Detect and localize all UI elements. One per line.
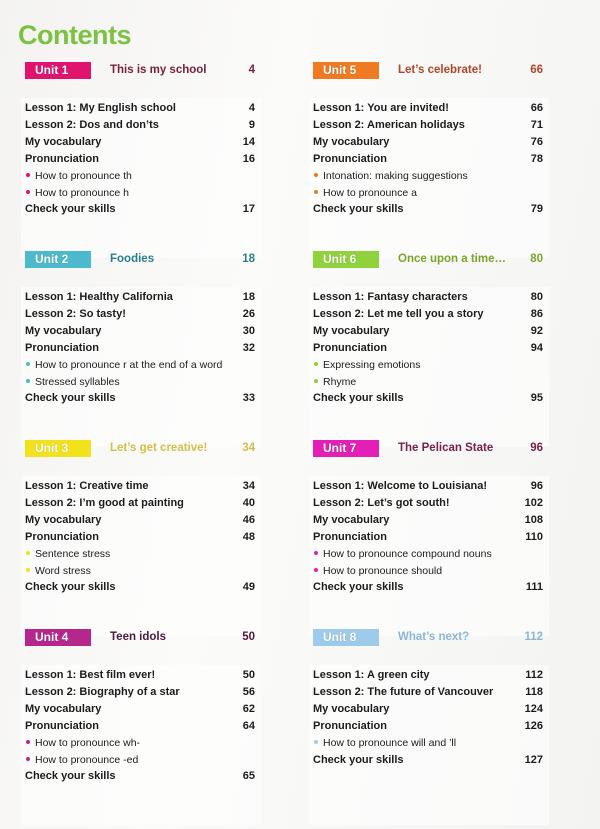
row-page-number: 30 [242,325,255,337]
row-label: Lesson 2: Biography of a star [25,686,180,698]
contents-row [313,117,543,134]
row-page-number: 65 [242,770,255,782]
contents-row [313,390,543,407]
row-label: My vocabulary [313,514,390,526]
row-page-number: 108 [524,514,543,526]
contents-row [25,684,255,701]
row-page-number: 48 [242,531,255,543]
row-page-number: 71 [530,119,543,131]
row-label: Lesson 2: I’m good at painting [25,497,184,509]
unit-page-number: 18 [242,253,255,265]
contents-row [25,512,255,529]
pronunciation-topic [25,752,255,769]
unit-title: The Pelican State [398,442,494,454]
unit-header [25,629,255,649]
contents-row [313,201,543,218]
row-page-number: 126 [524,720,543,732]
row-page-number: 94 [530,342,543,354]
unit-title: Once upon a time… [398,253,506,265]
pronunciation-topic [25,185,255,202]
contents-row [25,340,255,357]
row-page-number: 9 [248,119,255,131]
contents-row [313,495,543,512]
row-page-number: 124 [524,703,543,715]
unit-header [313,251,543,271]
contents-row [313,323,543,340]
pronunciation-topic [25,374,255,391]
bullet-icon [26,362,30,366]
unit-badge: Unit 2 [25,251,91,268]
contents-row [313,340,543,357]
unit-section [25,62,255,215]
unit-section [313,440,543,593]
topic-label: How to pronounce -ed [35,753,139,766]
topic-label: How to pronounce should [323,564,443,577]
row-label: Lesson 1: My English school [25,102,176,114]
unit-section [313,251,543,404]
row-page-number: 80 [530,291,543,303]
unit-rows [313,100,543,218]
row-label: Check your skills [313,753,404,766]
topic-label: How to pronounce th [35,170,132,182]
row-page-number: 79 [530,203,543,215]
row-page-number: 86 [530,308,543,320]
row-page-number: 50 [242,669,255,681]
row-page-number: 95 [530,392,543,404]
contents-row [313,684,543,701]
unit-header [313,62,543,82]
row-label: Pronunciation [25,153,99,165]
contents-row [313,478,543,495]
contents-row [25,478,255,495]
row-page-number: 92 [530,325,543,337]
topic-label: Expressing emotions [323,359,421,371]
row-label: My vocabulary [25,703,102,715]
row-label: Check your skills [25,581,116,593]
contents-row [313,752,543,769]
unit-section [313,62,543,215]
pronunciation-topic [313,374,543,391]
bullet-icon [314,568,318,572]
unit-badge: Unit 4 [25,629,91,646]
unit-rows [25,289,255,407]
row-label: My vocabulary [25,325,102,337]
contents-row [25,701,255,718]
row-label: Check your skills [313,581,404,593]
row-label: Lesson 1: Creative time [25,480,149,492]
bullet-icon [314,173,318,177]
unit-badge: Unit 5 [313,62,379,79]
row-page-number: 49 [242,581,255,593]
unit-title: Let’s get creative! [110,442,208,454]
row-page-number: 26 [242,308,255,320]
row-label: Pronunciation [25,720,99,732]
topic-label: Sentence stress [35,548,111,560]
topic-label: How to pronounce compound nouns [323,548,492,560]
row-label: Lesson 2: Let me tell you a story [313,308,484,320]
row-page-number: 96 [530,480,543,492]
row-label: Check your skills [25,203,116,215]
contents-row [25,579,255,596]
row-label: Lesson 1: You are invited! [313,102,449,114]
row-page-number: 46 [242,514,255,526]
contents-row [313,134,543,151]
unit-page-number: 50 [242,631,255,643]
topic-label: How to pronounce h [35,186,129,199]
contents-row [313,529,543,546]
bullet-icon [314,379,318,383]
topic-label: How to pronounce will and ’ll [323,737,457,749]
row-page-number: 14 [242,136,255,148]
bullet-icon [314,740,318,744]
contents-row [25,667,255,684]
unit-badge: Unit 6 [313,251,379,268]
unit-section [313,629,543,766]
row-page-number: 110 [525,531,543,543]
row-label: Lesson 1: A green city [313,669,430,681]
row-page-number: 56 [242,686,255,698]
contents-row [313,579,543,596]
topic-label: How to pronounce wh- [35,737,141,749]
unit-header [313,629,543,649]
contents-row [313,512,543,529]
bullet-icon [26,379,30,383]
unit-header [25,62,255,82]
unit-section [25,629,255,782]
row-label: Pronunciation [313,342,387,354]
row-label: Check your skills [25,770,116,782]
bullet-icon [26,740,30,744]
row-label: My vocabulary [313,136,390,148]
contents-row [25,768,255,785]
unit-header [313,440,543,460]
unit-page-number: 112 [524,631,543,643]
unit-badge: Unit 1 [25,62,91,79]
row-label: Lesson 2: So tasty! [25,308,126,320]
pronunciation-topic [25,546,255,563]
unit-header [25,440,255,460]
page-title: Contents [18,20,131,50]
bullet-icon [314,551,318,555]
unit-badge: Unit 7 [313,440,379,457]
row-page-number: 76 [530,136,543,148]
unit-rows [313,289,543,407]
row-label: Check your skills [313,203,404,215]
topic-label: Rhyme [323,375,357,388]
unit-title: Foodies [110,253,155,265]
contents-row [25,529,255,546]
row-label: My vocabulary [313,325,390,337]
row-label: Lesson 2: The future of Vancouver [313,686,494,698]
row-label: Lesson 2: Dos and don’ts [25,119,159,131]
contents-row [25,306,255,323]
row-page-number: 18 [242,291,255,303]
row-label: Lesson 2: Let’s got south! [313,497,450,509]
unit-page-number: 80 [530,253,543,265]
contents-row [313,100,543,117]
pronunciation-topic [313,546,543,563]
unit-rows [25,100,255,218]
row-page-number: 4 [248,102,255,114]
row-page-number: 111 [525,581,543,593]
unit-section [25,251,255,404]
row-label: My vocabulary [25,514,102,526]
row-page-number: 32 [242,342,255,354]
unit-page-number: 34 [242,442,255,454]
row-page-number: 17 [242,203,255,215]
pronunciation-topic [25,735,255,752]
unit-rows [313,478,543,596]
row-page-number: 33 [242,392,255,404]
unit-badge: Unit 3 [25,440,91,457]
row-label: Pronunciation [25,531,99,543]
pronunciation-topic [25,357,255,374]
contents-row [25,151,255,168]
bullet-icon [26,757,30,761]
contents-row [25,323,255,340]
row-page-number: 40 [242,497,255,509]
row-page-number: 16 [242,153,255,165]
topic-label: Word stress [35,564,91,577]
bullet-icon [314,190,318,194]
row-label: Lesson 1: Healthy California [25,291,173,303]
pronunciation-topic [313,735,543,752]
row-page-number: 62 [242,703,255,715]
bullet-icon [26,551,30,555]
row-page-number: 112 [525,669,543,681]
row-label: Pronunciation [313,153,387,165]
row-label: Lesson 1: Fantasy characters [313,291,468,303]
bullet-icon [26,568,30,572]
contents-row [25,390,255,407]
row-page-number: 127 [524,753,543,766]
contents-row [25,201,255,218]
contents-row [313,306,543,323]
unit-page-number: 96 [530,442,543,454]
pronunciation-topic [313,357,543,374]
row-page-number: 118 [525,686,543,698]
row-page-number: 66 [530,102,543,114]
row-label: My vocabulary [313,703,390,715]
row-page-number: 64 [242,720,255,732]
topic-label: Intonation: making suggestions [323,170,468,182]
pronunciation-topic [313,168,543,185]
contents-row [313,151,543,168]
unit-rows [25,667,255,785]
contents-row [313,289,543,306]
pronunciation-topic [313,563,543,580]
contents-row [25,117,255,134]
unit-page-number: 4 [248,64,255,76]
row-label: Pronunciation [25,342,99,354]
row-label: Lesson 2: American holidays [313,119,465,131]
row-label: Check your skills [25,392,116,404]
unit-section [25,440,255,593]
topic-label: How to pronounce r at the end of a word [35,359,223,371]
row-page-number: 102 [524,497,543,509]
contents-row [25,718,255,735]
unit-page-number: 66 [530,64,543,76]
pronunciation-topic [313,185,543,202]
unit-rows [25,478,255,596]
bullet-icon [26,173,30,177]
contents-row [313,718,543,735]
contents-row [25,289,255,306]
contents-row [25,134,255,151]
contents-row [313,667,543,684]
bullet-icon [314,362,318,366]
contents-row [25,495,255,512]
unit-title: This is my school [110,64,207,76]
row-label: Check your skills [313,392,404,404]
unit-title: What’s next? [398,631,470,643]
row-label: Lesson 1: Welcome to Louisiana! [313,480,487,492]
unit-header [25,251,255,271]
bullet-icon [26,190,30,194]
row-page-number: 34 [242,480,255,492]
unit-rows [313,667,543,769]
topic-label: Stressed syllables [35,375,120,388]
pronunciation-topic [25,563,255,580]
row-label: My vocabulary [25,136,102,148]
row-label: Pronunciation [313,720,387,732]
contents-row [313,701,543,718]
row-page-number: 78 [530,153,543,165]
contents-row [25,100,255,117]
unit-title: Let’s celebrate! [398,64,482,76]
pronunciation-topic [25,168,255,185]
unit-title: Teen idols [110,631,167,643]
row-label: Lesson 1: Best film ever! [25,669,156,681]
row-label: Pronunciation [313,531,387,543]
unit-badge: Unit 8 [313,629,379,646]
topic-label: How to pronounce a [323,186,417,199]
